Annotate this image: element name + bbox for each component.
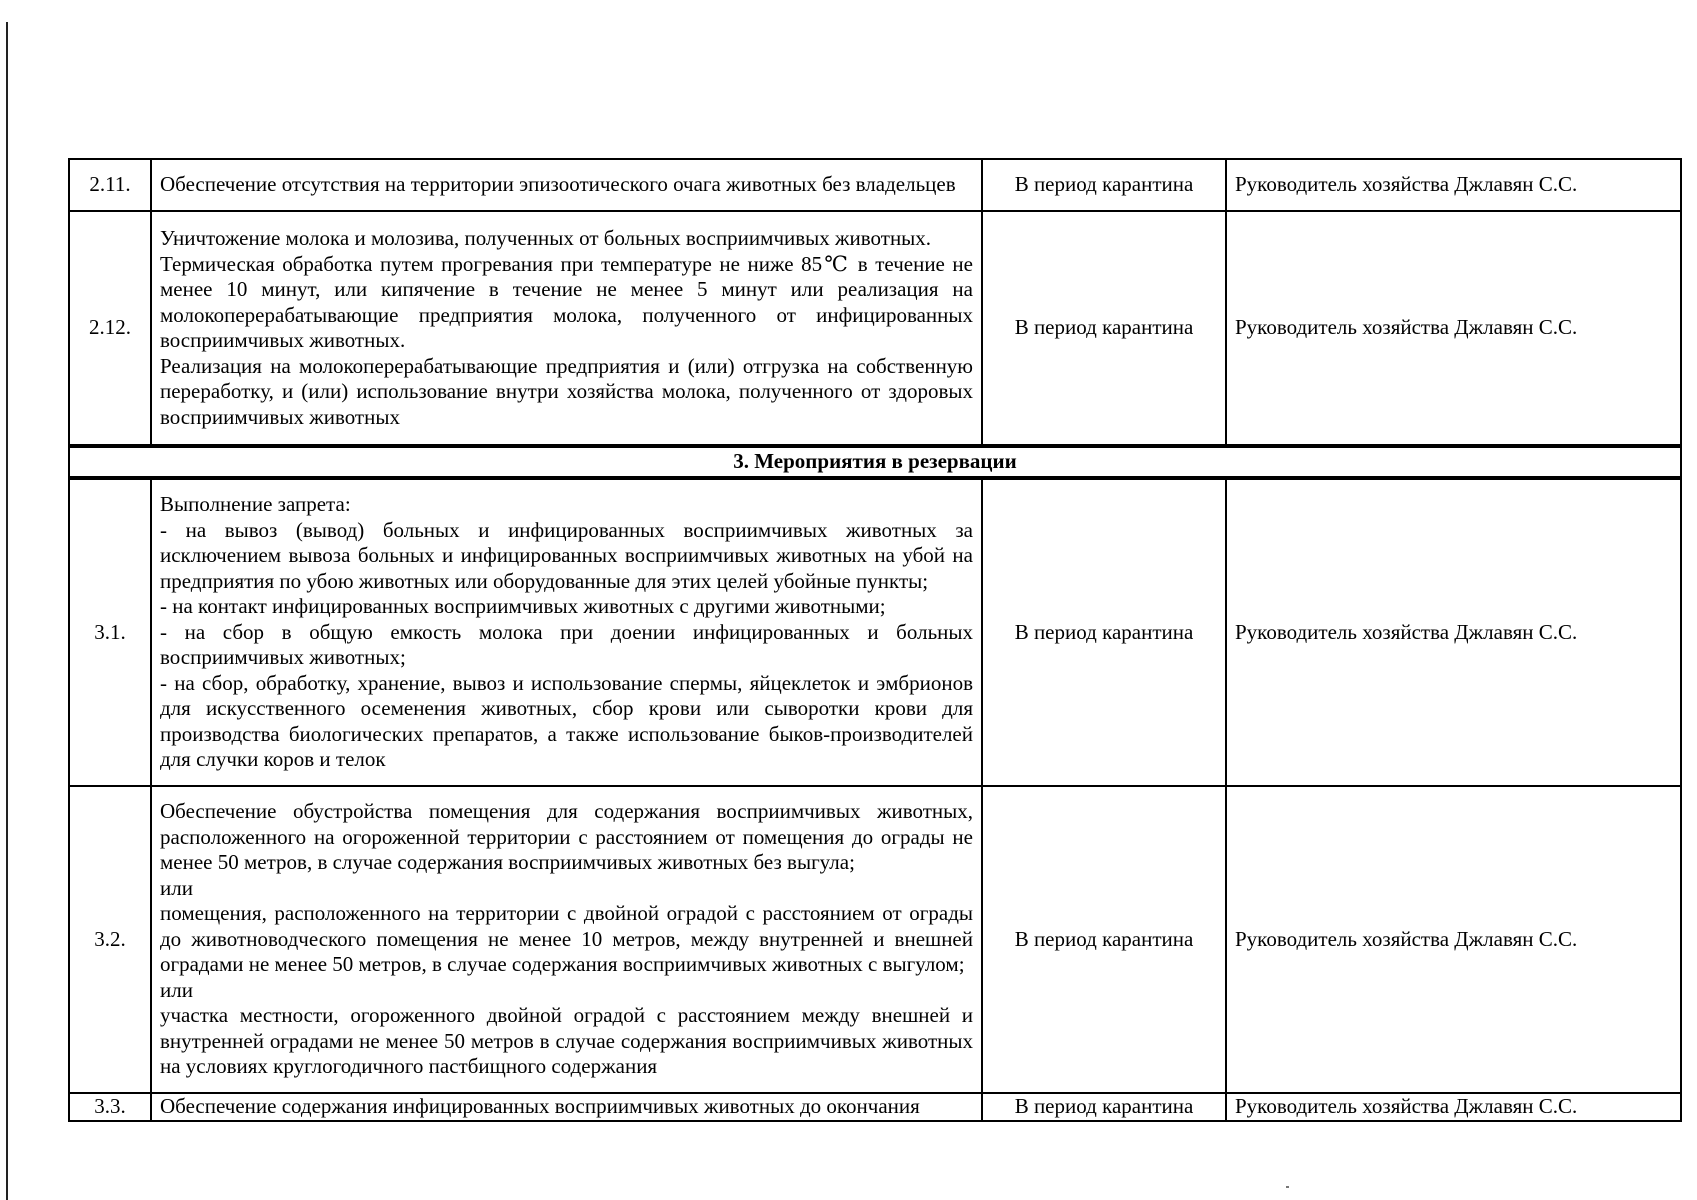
- description-paragraph: Обеспечение обустройства помещения для содержания восприимчивых животных, расположенного на огороженной территории с расстоянием от помещения до ограды не менее 50 метров, в случае содержания восприимчивых животных без выгула;: [160, 799, 973, 875]
- table-row: [69, 478, 1681, 786]
- description-paragraph: или: [160, 875, 193, 900]
- description-paragraph: Обеспечение отсутствия на территории эпизоотического очага животных без владельцев: [160, 172, 956, 197]
- measures-table: [68, 158, 1682, 1122]
- description-paragraph: - на сбор в общую емкость молока при доении инфицированных и больных восприимчивых животных;: [160, 619, 973, 670]
- scan-speck: [1286, 1186, 1289, 1188]
- table-row: [69, 1093, 1681, 1121]
- row-number: 3.3.: [69, 1093, 151, 1121]
- row-responsible: Руководитель хозяйства Джлавян С.С.: [1226, 786, 1681, 1093]
- row-number: 2.11.: [69, 159, 151, 211]
- row-period: В период карантина: [982, 159, 1226, 211]
- description-paragraph: Обеспечение содержания инфицированных восприимчивых животных до окончания: [160, 1094, 920, 1118]
- table-row: [69, 159, 1681, 211]
- row-number: 2.12.: [69, 211, 151, 446]
- description-paragraph: Выполнение запрета:: [160, 492, 351, 517]
- row-description: [151, 1093, 982, 1121]
- row-period: В период карантина: [982, 786, 1226, 1093]
- table-row: [69, 786, 1681, 1093]
- row-responsible: Руководитель хозяйства Джлавян С.С.: [1226, 159, 1681, 211]
- description-paragraph: Термическая обработка путем прогревания при температуре не ниже 85℃ в течение не менее 10 минут, или кипячение в течение не менее 5 минут или реализация на молокоперерабатывающие предприятия молока, полученного от инфицированных восприимчивых животных.: [160, 251, 973, 352]
- row-number: 3.2.: [69, 786, 151, 1093]
- table-row: [69, 211, 1681, 446]
- page-margin-line: [6, 22, 8, 1200]
- description-paragraph: - на сбор, обработку, хранение, вывоз и использование спермы, яйцеклеток и эмбрионов для искусственного осеменения животных, сбор крови или сыворотки крови для производства биологических препаратов, а также использование быков-производителей для случки коров и телок: [160, 670, 973, 772]
- description-paragraph: - на вывоз (вывод) больных и инфицированных восприимчивых животных за исключением вывоза больных и инфицированных восприимчивых животных на убой на предприятия по убою животных или оборудованные для этих целей убойные пункты;: [160, 517, 973, 593]
- row-period: В период карантина: [982, 478, 1226, 786]
- description-paragraph: участка местности, огороженного двойной оградой с расстоянием между внешней и внутренней оградами не менее 50 метров в случае содержания восприимчивых животных на условиях круглогодичного пастбищного содержания: [160, 1003, 973, 1079]
- row-description: [151, 786, 982, 1093]
- row-period: В период карантина: [982, 1093, 1226, 1121]
- description-paragraph: или: [160, 977, 193, 1002]
- row-responsible: Руководитель хозяйства Джлавян С.С.: [1226, 1093, 1681, 1121]
- section-header-row: [69, 446, 1681, 478]
- row-number: 3.1.: [69, 478, 151, 786]
- section-title: 3. Мероприятия в резервации: [69, 446, 1681, 478]
- row-responsible: Руководитель хозяйства Джлавян С.С.: [1226, 478, 1681, 786]
- row-responsible: Руководитель хозяйства Джлавян С.С.: [1226, 211, 1681, 446]
- row-description: [151, 478, 982, 786]
- row-period: В период карантина: [982, 211, 1226, 446]
- row-description: [151, 159, 982, 211]
- row-description: [151, 211, 982, 446]
- description-paragraph: Реализация на молокоперерабатывающие предприятия и (или) отгрузка на собственную переработку, и (или) использование внутри хозяйства молока, полученного от здоровых восприимчивых животных: [160, 353, 973, 429]
- description-paragraph: Уничтожение молока и молозива, полученных от больных восприимчивых животных.: [160, 226, 932, 250]
- description-paragraph: помещения, расположенного на территории с двойной оградой с расстоянием от ограды до животноводческого помещения не менее 10 метров, между внутренней и внешней оградами не менее 50 метров, в случае содержания восприимчивых животных с выгулом;: [160, 901, 973, 977]
- description-paragraph: - на контакт инфицированных восприимчивых животных с другими животными;: [160, 594, 886, 619]
